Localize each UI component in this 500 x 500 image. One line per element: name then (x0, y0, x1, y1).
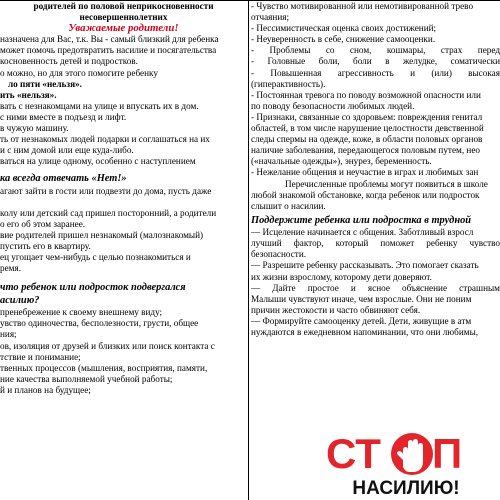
support-line: нуждаются в ежедневном напоминании, что они любимы, (251, 327, 479, 338)
sign-line: ов, изоляция от друзей и близких или поиск контакта с (0, 340, 215, 351)
sign-line: твенных процессов (мышления, восприятия, памяти, (0, 362, 208, 373)
rule-subheading: ить «нельзя». (0, 89, 57, 100)
support-line: — Разрешите ребенку рассказывать. Это помогает сказать (251, 260, 479, 271)
stop-violence-logo (324, 427, 484, 499)
net-heading: ка всегда отвечать «Нет!» (0, 173, 127, 185)
symptom-line: любой знакомой обстановке, когда ребенок или подросток (251, 189, 480, 200)
leaflet-title-line: родителей по половой неприкосновенности (33, 1, 214, 11)
sign-line: ния; (0, 329, 17, 340)
sign-line: тствие и понимание; (0, 351, 81, 362)
school-line: ец угощает чем-нибудь с целью познакомиться и (0, 252, 191, 263)
symptom-line: - Повышенная агрессивность и (или) высокая (251, 67, 500, 78)
symptom-line: - Головные боли, боли в желудке, соматически (251, 56, 500, 67)
school-line: пустить его в квартиру. (0, 241, 91, 252)
support-line: — Формируйте самооценку детей. Дети, живущие в атм (251, 315, 472, 326)
symptom-line: - Неуверенность в себе, снижение самооценки. (251, 34, 436, 45)
leaflet-title-line: несовершеннолетних (79, 12, 168, 23)
support-line: безопасности. (251, 249, 307, 260)
sign-line: ние качества выполняемой учебной работы; (0, 373, 173, 384)
symptom-line: отчаяния; (251, 12, 290, 23)
symptom-line: следы спермы на одежде, коже, в области половых органов (251, 134, 483, 145)
symptom-line: областей, в том числе нарушение целостности девственной (251, 123, 484, 134)
rule-line: ваться на улице одному, особенно с наступлением (0, 156, 196, 167)
school-line: о его об этом заранее. (0, 219, 86, 229)
symptom-line: Перечисленные проблемы могут появиться в школе (285, 178, 488, 189)
rule-line: и с ним домой или еще куда-либо. (0, 145, 134, 156)
rule-line: ть от незнакомых людей подарки и соглашаться на их (0, 134, 210, 145)
rule-line: с ними вместе в подъезд и лифт. (0, 111, 127, 122)
left-column (0, 1, 247, 500)
sign-line: увство одиночества, бесполезности, грусти, общее (0, 318, 199, 329)
symptom-line: слышит о насилии. (251, 200, 326, 211)
symptom-line: наличие заболевания, передающегося половым путем, нео (251, 145, 481, 156)
sign-line: й и планов на будущее; (0, 384, 91, 395)
symptom-line: - Постоянная тревога по поводу возможной опасности или (251, 89, 481, 100)
symptom-line: - Нежелание общения и неучастие в играх и любимых зан (251, 167, 479, 178)
stop-word-part-st: СТ (326, 430, 381, 477)
intro-line: назначена для Вас, т.к. Вы - самый близкий для ребенка (0, 34, 219, 45)
support-line: — Исцеление начинается с общения. Заботливый взросл (251, 227, 474, 238)
signs-heading-line: что ребенок или подросток подвергался (0, 282, 186, 294)
intro-line: косновенность детей и подростков. (0, 56, 138, 67)
support-line: причин жестокости и часто обвиняют себя. (251, 304, 421, 315)
signs-heading-line: асилию? (0, 294, 40, 306)
symptom-line: - Признаки, связанные со здоровьем: повреждения генитал (251, 111, 483, 122)
intro-line: может помочь предотвратить насилие и посягательства (0, 45, 217, 56)
symptom-line: - Пессимистическая оценка своих достижений; (251, 23, 437, 34)
school-line: колу или детский сад пришел посторонний, а родители (0, 207, 217, 218)
stop-word-part-p: П (432, 430, 463, 477)
hand-icon (391, 433, 433, 475)
sign-line: пренебрежение к своему внешнему виду; (0, 307, 163, 318)
greeting-heading: Уважаемые родители! (68, 23, 179, 35)
support-line: лучший фактор, который поможет ребенку чувство (251, 238, 500, 249)
symptom-line: - Проблемы со сном, кошмары, страх перед (251, 45, 500, 56)
intro-line: о можно, но для этого помогите ребенку (0, 67, 158, 78)
symptom-line: (гиперактивность). (251, 78, 326, 89)
support-line: — Дайте простое и ясное объяснение страшным (251, 282, 500, 293)
support-heading: Поддержите ребенка или подростка в трудной (251, 214, 472, 226)
rule-heading: ло пяти «нельзя». (8, 78, 82, 89)
right-column (251, 1, 500, 500)
symptom-line: - Чувство мотивированной или немотивированной трево (251, 1, 474, 11)
column-divider (248, 0, 249, 500)
support-line: их жизни взрослому, которому дети доверяют. (251, 271, 432, 282)
support-line: Малыши чувствуют иначе, чем взрослые. Они не поним (251, 293, 472, 304)
school-line: вие родителей пришел незнакомый (малознакомый) (0, 230, 204, 241)
net-line: агают зайти в гости или подвезти до дома, пусть даже (0, 185, 212, 196)
symptom-line: по поводу безопасности любимых людей. (251, 100, 415, 111)
school-line: ремя. (0, 263, 22, 274)
symptom-line: («начальные одежды»), энурез, беременность. (251, 156, 432, 167)
rule-line: вать с незнакомцами на улице и впускать их в дом. (0, 100, 199, 111)
stop-caption: НАСИЛИЮ! (352, 478, 460, 499)
rule-line: в чужую машину. (0, 123, 69, 134)
